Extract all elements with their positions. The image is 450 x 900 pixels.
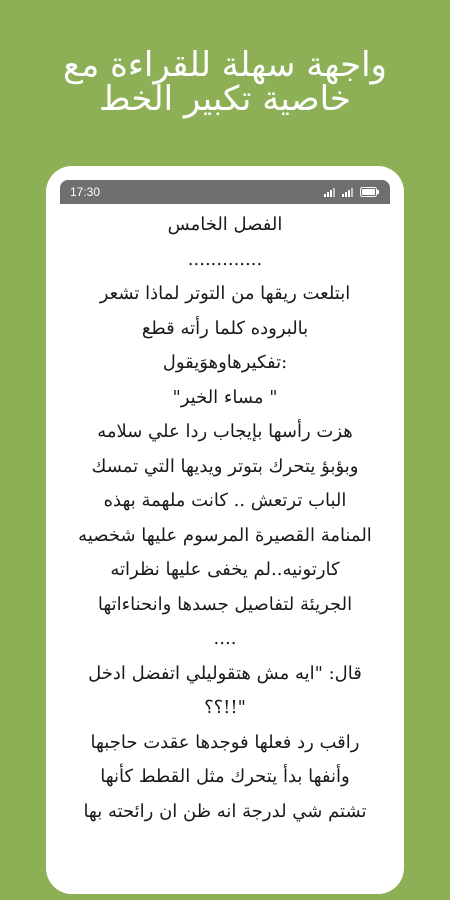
- text-line: ابتلعت ريقها من التوتر لماذا تشعر: [99, 283, 351, 304]
- text-line: "!!؟؟: [204, 697, 246, 718]
- text-line: هزت رأسها بإيجاب ردا علي سلامه: [97, 421, 353, 442]
- text-line: " مساء الخير": [172, 386, 278, 408]
- headline-line-2: خاصية تكبير الخط: [99, 79, 351, 119]
- headline-line-1: واجهة سهلة للقراءة مع: [63, 45, 387, 85]
- text-line: المنامة القصيرة المرسوم عليها شخصيه: [78, 524, 372, 546]
- wifi-icon: [342, 187, 356, 197]
- phone-frame: [46, 166, 404, 894]
- text-line: الباب ترتعش .. كانت ملهمة بهذه: [103, 490, 347, 511]
- text-line: تشتم شي لدرجة انه ظن ان رائحته بها: [83, 800, 367, 822]
- chapter-title: الفصل الخامس: [167, 214, 283, 235]
- reader-screen: [60, 180, 390, 894]
- text-line: كارتونيه..لم يخفى عليها نظراته: [110, 559, 340, 580]
- status-bar: [60, 180, 390, 204]
- text-line: :تفكيرهاوهوَيقول: [162, 352, 288, 373]
- text-line: .............: [187, 248, 263, 270]
- text-line: راقب رد فعلها فوجدها عقدت حاجبها: [90, 731, 360, 753]
- text-line: الجريئة لتفاصيل جسدها وانحناءاتها: [97, 593, 353, 615]
- text-line: بالبروده كلما رأته قطع: [141, 317, 309, 339]
- promo-headline: [0, 45, 450, 119]
- signal-icon: [324, 187, 338, 197]
- status-time: 17:30: [70, 185, 101, 199]
- battery-icon: [360, 187, 380, 197]
- text-line: وبؤبؤ يتحرك بتوتر ويديها التي تمسك: [91, 455, 359, 477]
- text-line: قال: "ايه مش هتقوليلي اتفضل ادخل: [88, 662, 362, 684]
- status-icons: [324, 187, 380, 197]
- text-line: ....: [213, 628, 237, 649]
- chapter-text: [60, 204, 390, 829]
- text-line: وأنفها بدأ يتحرك مثل القطط كأنها: [100, 766, 350, 787]
